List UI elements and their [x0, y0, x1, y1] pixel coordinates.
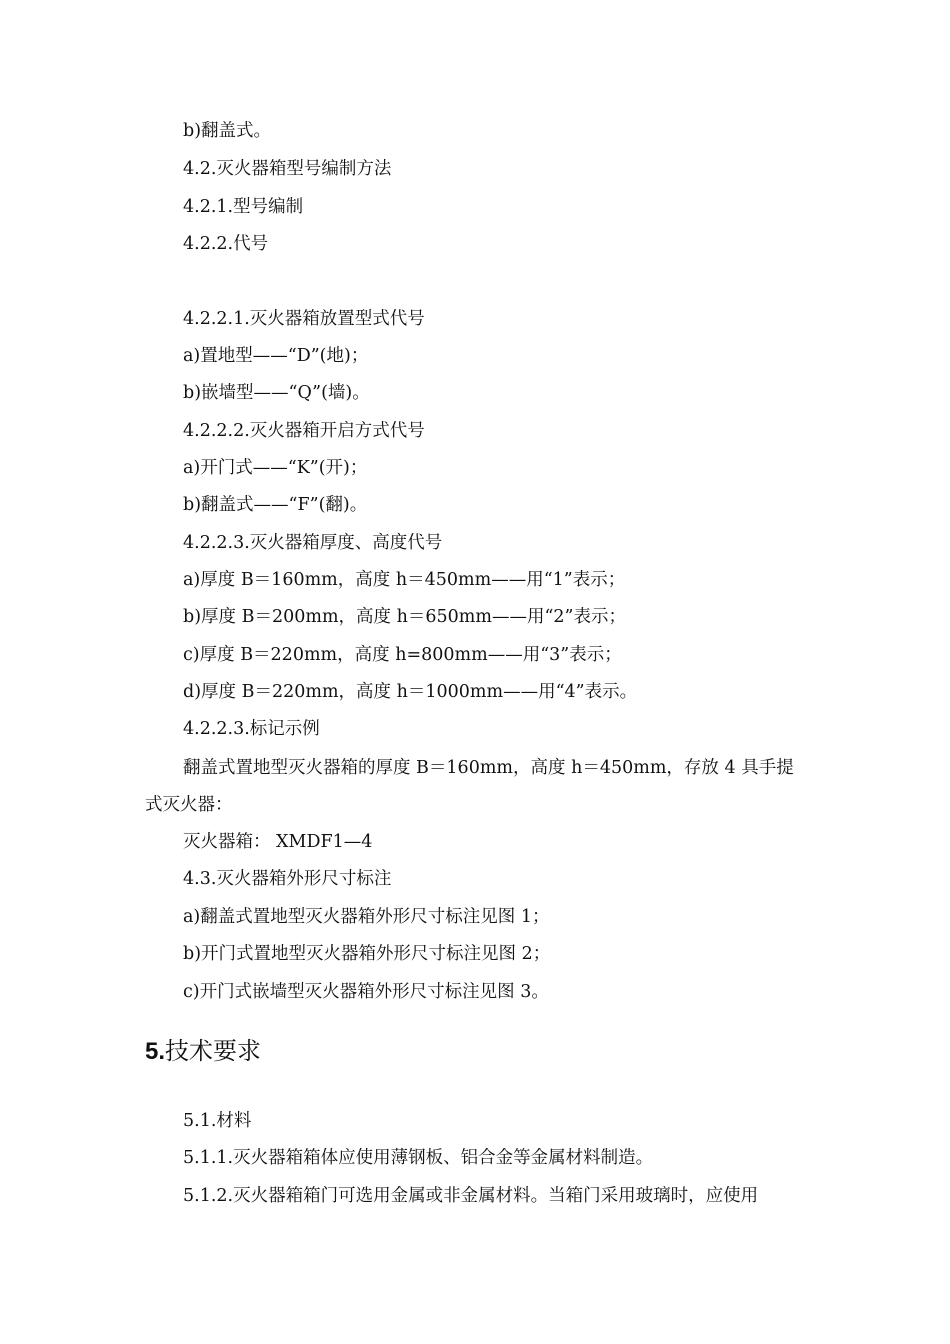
text-line: a)厚度 B＝160mm，高度 h＝450mm——用“1”表示；: [183, 570, 626, 590]
text-line: c)厚度 B＝220mm，高度 h=800mm——用“3”表示；: [183, 645, 622, 665]
text-line: 5.1.1.灭火器箱箱体应使用薄钢板、铝合金等金属材料制造。: [183, 1148, 654, 1168]
section-title: 技术要求: [165, 1037, 262, 1065]
text-line: b)开门式置地型灭火器箱外形尺寸标注见图 2；: [183, 944, 551, 964]
text-line: 5.1.材料: [183, 1111, 252, 1131]
text-line: 翻盖式置地型灭火器箱的厚度 B＝160mm，高度 h＝450mm，存放 4 具手提: [183, 758, 794, 778]
text-line: b)嵌墙型——“Q”(墙)。: [183, 383, 370, 403]
text-line: 4.2.1.型号编制: [183, 197, 304, 217]
text-line: 4.2.灭火器箱型号编制方法: [183, 159, 392, 179]
text-line: 4.2.2.2.灭火器箱开启方式代号: [183, 421, 425, 441]
section-heading: [145, 1036, 261, 1067]
text-line: c)开门式嵌墙型灭火器箱外形尺寸标注见图 3。: [183, 982, 549, 1002]
text-line: b)翻盖式——“F”(翻)。: [183, 495, 368, 515]
text-line: b)厚度 B＝200mm，高度 h＝650mm——用“2”表示；: [183, 607, 626, 627]
text-line: a)置地型——“D”(地)；: [183, 346, 369, 366]
section-number: 5.: [145, 1038, 166, 1065]
text-line: a)翻盖式置地型灭火器箱外形尺寸标注见图 1；: [183, 907, 550, 927]
text-line: 5.1.2.灭火器箱箱门可选用金属或非金属材料。当箱门采用玻璃时，应使用: [183, 1186, 759, 1206]
text-line: d)厚度 B＝220mm，高度 h＝1000mm——用“4”表示。: [183, 682, 638, 702]
text-line: b)翻盖式。: [183, 121, 272, 141]
text-line: 4.2.2.3.标记示例: [183, 719, 320, 739]
text-line: 4.2.2.代号: [183, 234, 269, 254]
text-line: 灭火器箱： XMDF1—4: [183, 832, 373, 852]
text-line: 4.3.灭火器箱外形尺寸标注: [183, 869, 392, 889]
text-line: 4.2.2.3.灭火器箱厚度、高度代号: [183, 533, 443, 553]
text-line: 式灭火器：: [145, 795, 233, 815]
text-line: 4.2.2.1.灭火器箱放置型式代号: [183, 309, 425, 329]
text-line: a)开门式——“K”(开)；: [183, 458, 368, 478]
